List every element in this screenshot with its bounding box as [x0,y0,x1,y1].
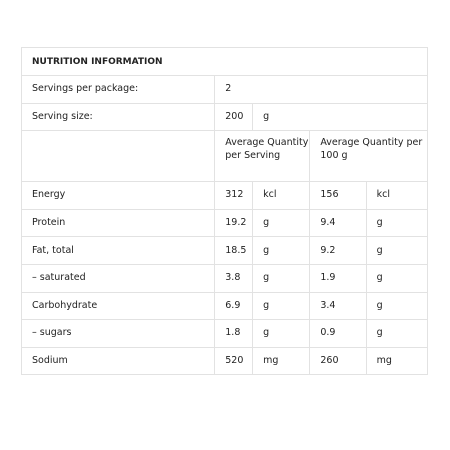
nutrient-name: – sugars [22,320,215,348]
per-serving-unit: g [253,237,310,265]
per-serving-value: 3.8 [215,264,253,292]
per-100g-value: 3.4 [310,292,366,320]
per-100g-unit: kcl [366,182,427,210]
serving-size-value: 200 [215,103,253,131]
column-header-row [22,131,428,182]
per-100g-unit: g [366,237,427,265]
nutrient-name: Energy [22,182,215,210]
serving-size-unit: g [253,103,428,131]
per-serving-unit: kcl [253,182,310,210]
nutrient-name: Sodium [22,347,215,375]
servings-per-package-row [22,76,428,104]
per-serving-value: 1.8 [215,320,253,348]
table-row [22,347,428,375]
table-row [22,292,428,320]
table-row [22,320,428,348]
serving-size-label: Serving size: [22,103,215,131]
per-serving-value: 520 [215,347,253,375]
table-title-row [22,48,428,76]
table-row [22,182,428,210]
per-100g-unit: mg [366,347,427,375]
table-row [22,264,428,292]
table-title: NUTRITION INFORMATION [22,48,428,76]
per-serving-unit: g [253,209,310,237]
table-row [22,237,428,265]
per-100g-unit: g [366,320,427,348]
per-100g-unit: g [366,209,427,237]
nutrient-name: Carbohydrate [22,292,215,320]
per-100g-value: 156 [310,182,366,210]
per-serving-unit: mg [253,347,310,375]
servings-per-package-label: Servings per package: [22,76,215,104]
per-100g-value: 1.9 [310,264,366,292]
per-serving-unit: g [253,264,310,292]
nutrition-table [21,47,428,375]
per-100g-value: 9.2 [310,237,366,265]
per-serving-value: 312 [215,182,253,210]
nutrient-name: Protein [22,209,215,237]
table-row [22,209,428,237]
nutrient-name: Fat, total [22,237,215,265]
header-blank [22,131,215,182]
per-100g-value: 260 [310,347,366,375]
per-100g-unit: g [366,292,427,320]
per-serving-value: 6.9 [215,292,253,320]
nutrient-name: – saturated [22,264,215,292]
header-per-serving: Average Quantity per Serving [215,131,310,182]
header-per-100g: Average Quantity per 100 g [310,131,428,182]
per-100g-value: 9.4 [310,209,366,237]
servings-per-package-value: 2 [215,76,428,104]
per-100g-unit: g [366,264,427,292]
nutrient-rows [22,182,428,375]
per-serving-unit: g [253,292,310,320]
per-serving-value: 19.2 [215,209,253,237]
per-serving-unit: g [253,320,310,348]
per-100g-value: 0.9 [310,320,366,348]
serving-size-row [22,103,428,131]
per-serving-value: 18.5 [215,237,253,265]
